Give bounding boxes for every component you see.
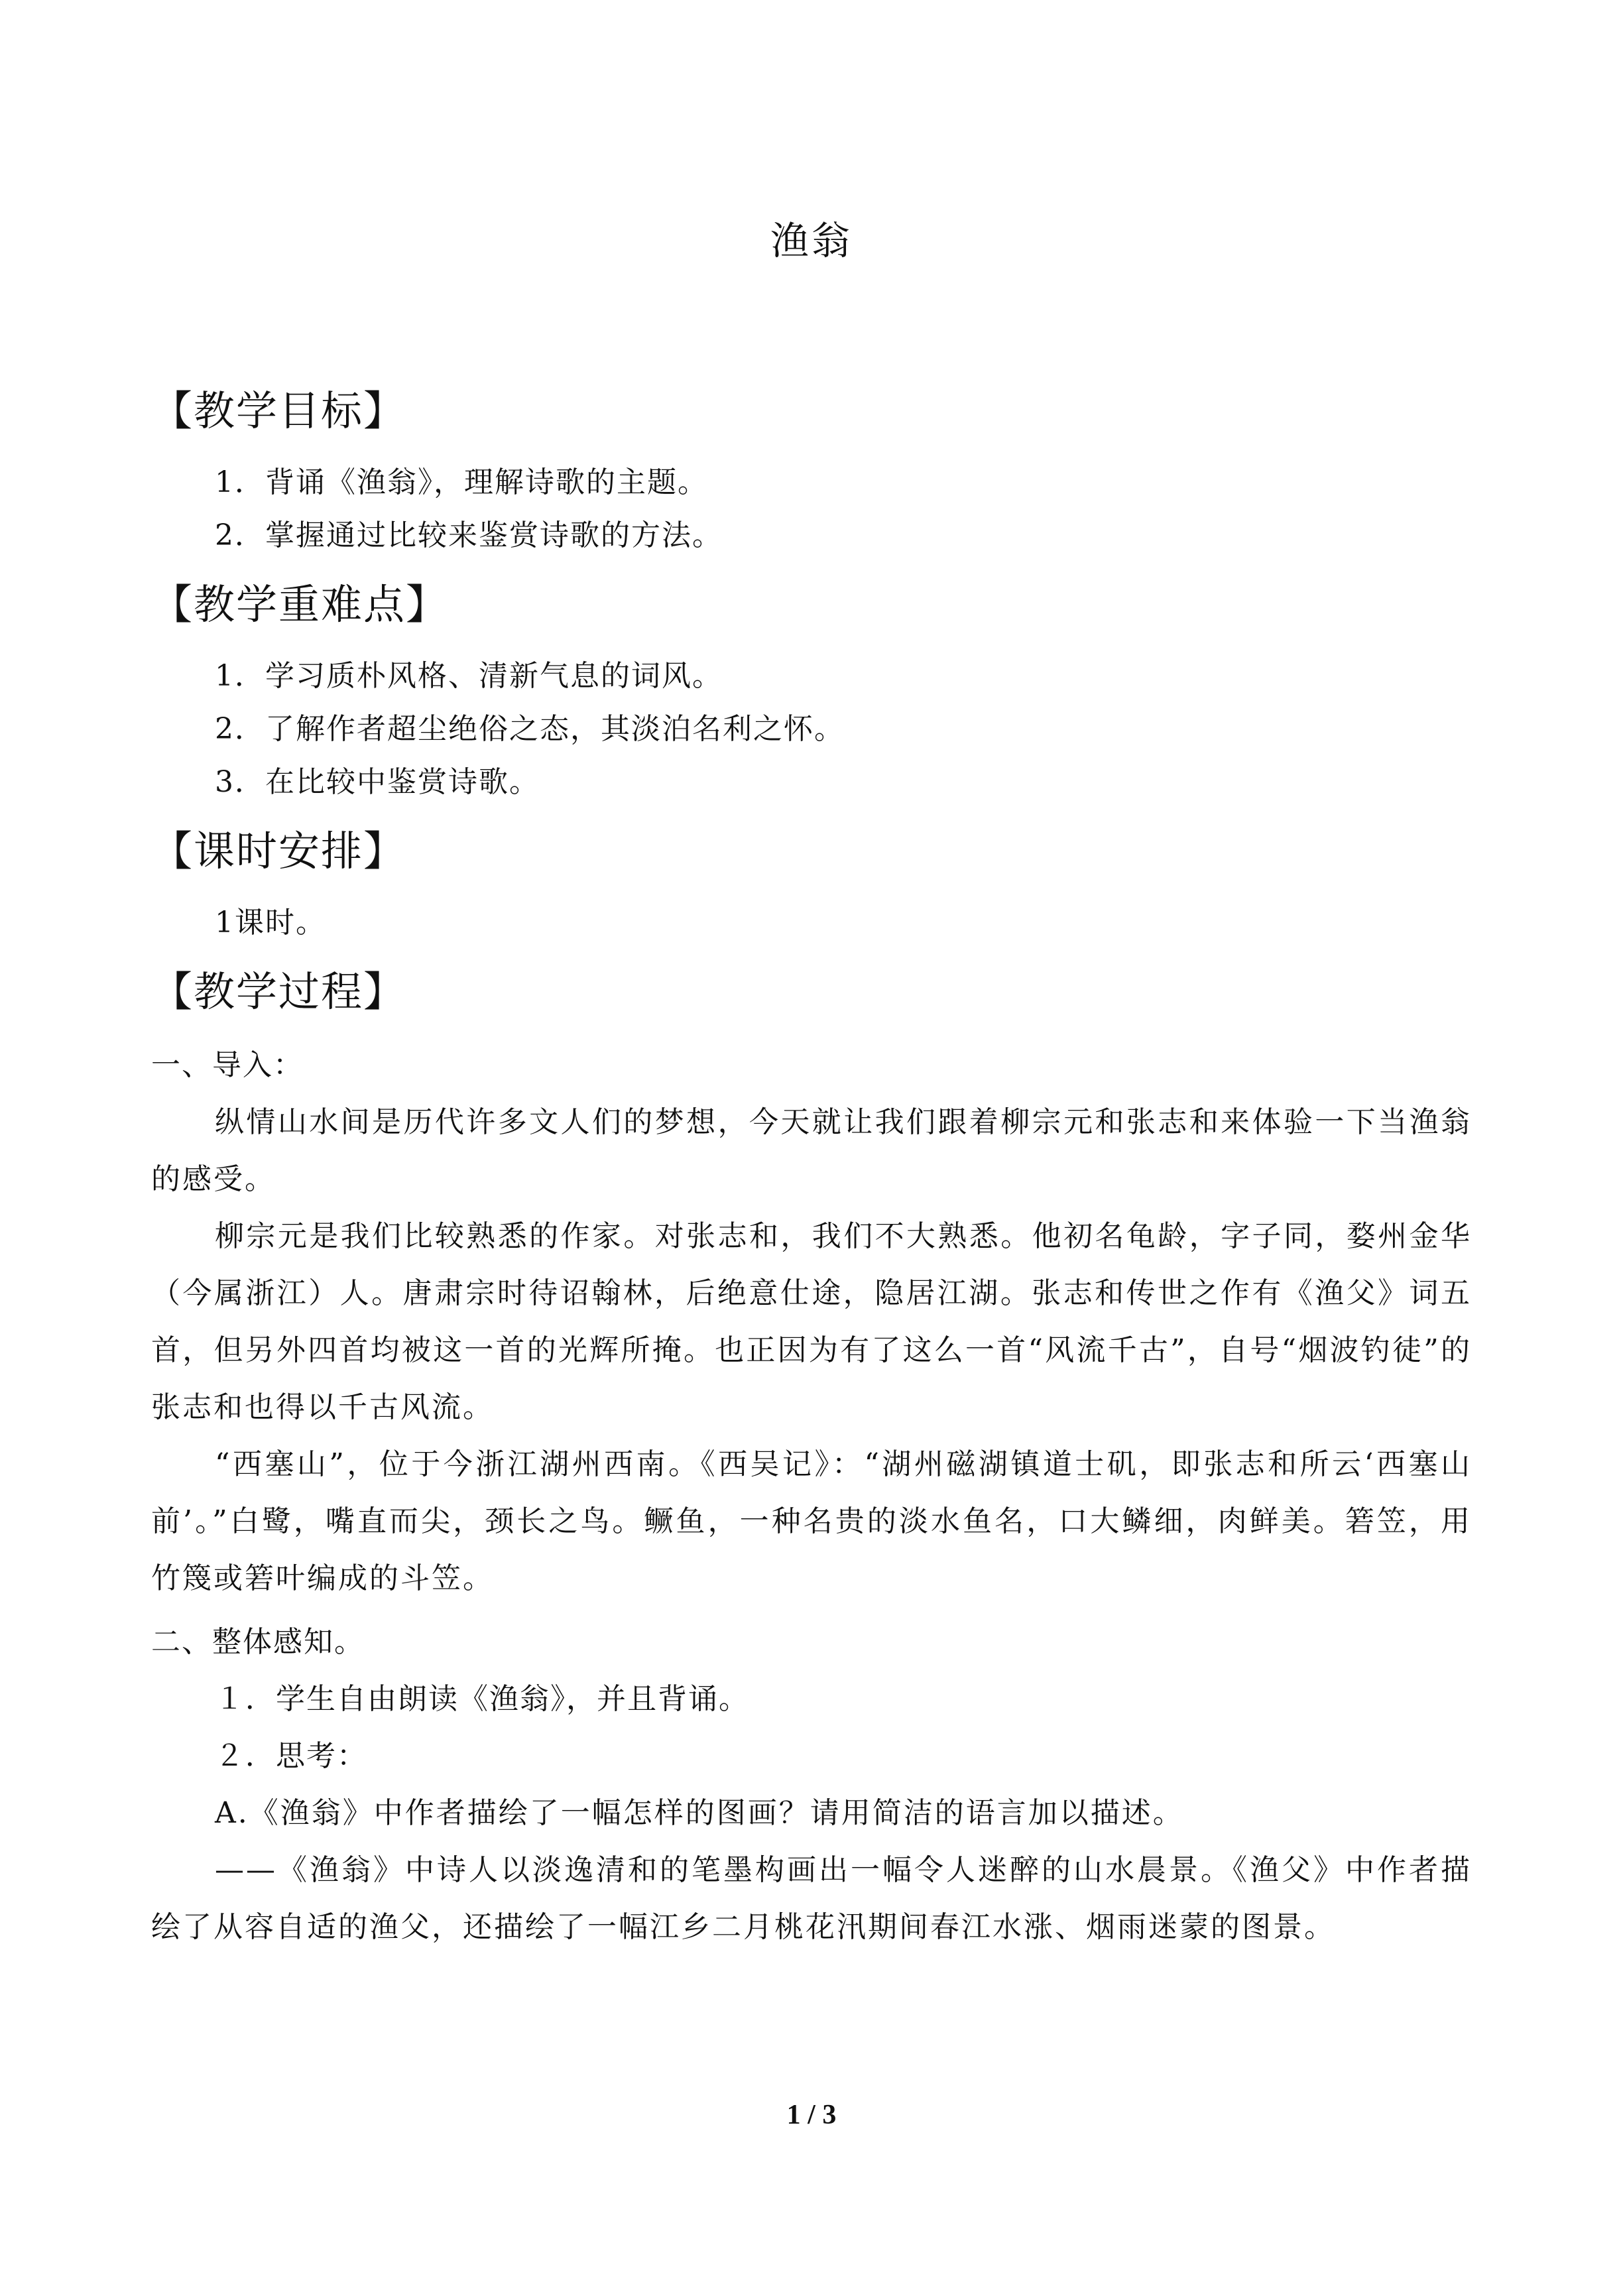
- document-body: [151, 378, 1477, 1956]
- list-item: 1．背诵《渔翁》，理解诗歌的主题。: [215, 465, 708, 499]
- section-heading-schedule: 【课时安排】: [151, 827, 406, 875]
- page-number: 1 / 3: [786, 2100, 837, 2130]
- paragraph: 纵情山水间是历代许多文人们的梦想，今天就让我们跟着柳宗元和张志和来体验一下当渔翁的感受。: [151, 1105, 1472, 1196]
- paragraph: A.《渔翁》中作者描绘了一幅怎样的图画？请用简洁的语言加以描述。: [215, 1796, 1184, 1830]
- paragraph: “西塞山”，位于今浙江湖州西南。《西吴记》：“湖州磁湖镇道士矶，即张志和所云‘西塞山前’。”白鹭，嘴直而尖，颈长之鸟。鳜鱼，一种名贵的淡水鱼名，口大鳞细，肉鲜美。箬笠，用竹篾或箬叶编成的斗笠。: [151, 1447, 1472, 1595]
- step-heading-overview: 二、整体感知。: [151, 1625, 365, 1659]
- paragraph: ——《渔翁》中诗人以淡逸清和的笔墨构画出一幅令人迷醉的山水晨景。《渔父》中作者描绘了从容自适的渔父，还描绘了一幅江乡二月桃花汛期间春江水涨、烟雨迷蒙的图景。: [151, 1853, 1472, 1944]
- section-heading-process: 【教学过程】: [151, 967, 406, 1016]
- page-title: 渔翁: [770, 218, 853, 263]
- list-item: 1．学习质朴风格、清新气息的词风。: [215, 659, 723, 693]
- list-item: 1课时。: [215, 906, 326, 939]
- section-heading-goals: 【教学目标】: [151, 387, 406, 435]
- list-item: 2．了解作者超尘绝俗之态，其淡泊名利之怀。: [215, 712, 845, 746]
- list-item: 3．在比较中鉴赏诗歌。: [215, 765, 540, 799]
- list-item: ２．思考：: [215, 1739, 367, 1773]
- list-item: 2．掌握通过比较来鉴赏诗歌的方法。: [215, 518, 723, 552]
- section-heading-key-points: 【教学重难点】: [151, 580, 449, 629]
- step-heading-intro: 一、导入：: [151, 1048, 304, 1082]
- paragraph: 柳宗元是我们比较熟悉的作家。对张志和，我们不大熟悉。他初名龟龄，字子同，婺州金华（今属浙江）人。唐肃宗时待诏翰林，后绝意仕途，隐居江湖。张志和传世之作有《渔父》词五首，但另外四首均被这一首的光辉所掩。也正因为有了这么一首“风流千古”，自号“烟波钓徒”的张志和也得以千古风流。: [151, 1219, 1472, 1424]
- list-item: １．学生自由朗读《渔翁》，并且背诵。: [215, 1682, 749, 1716]
